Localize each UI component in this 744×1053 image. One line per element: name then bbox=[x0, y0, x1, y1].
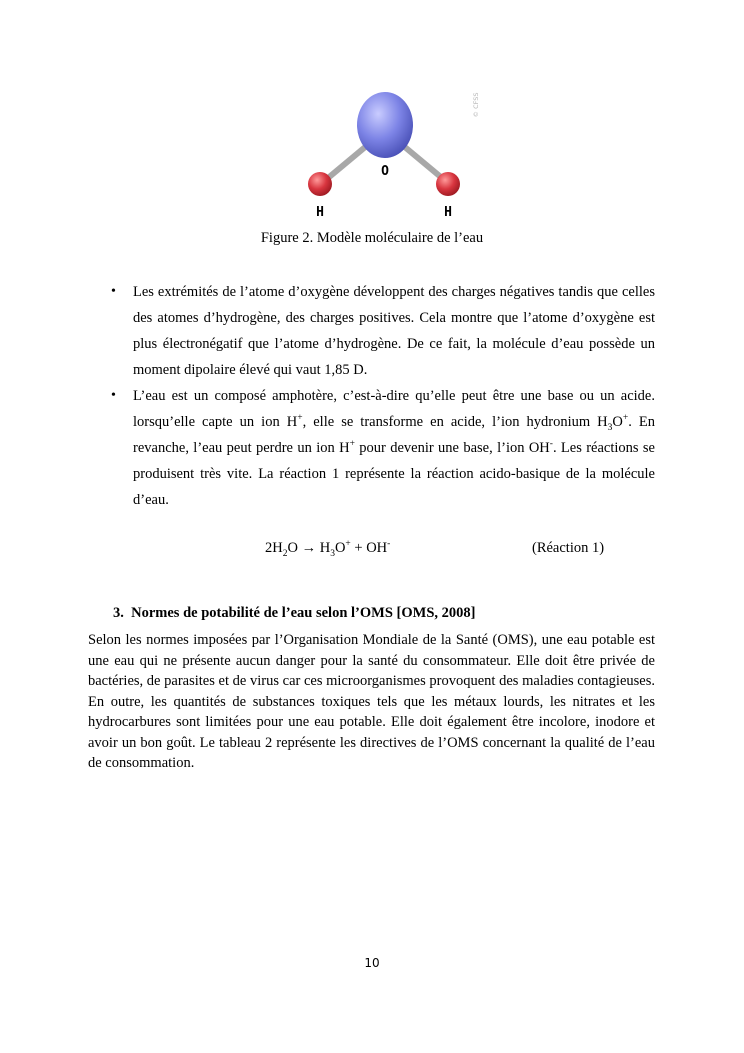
reaction-label: (Réaction 1) bbox=[532, 540, 605, 556]
copyright-watermark: © CFSS bbox=[472, 92, 480, 118]
oxygen-label: O bbox=[381, 164, 389, 179]
section-title: Normes de potabilité de l’eau selon l’OMS [OMS, 2008] bbox=[131, 605, 476, 621]
section-heading bbox=[113, 605, 475, 622]
bullet-marker: • bbox=[111, 284, 116, 299]
bullet-item-amphoteric: L’eau est un composé amphotère, c’est-à-dire qu’elle peut être une base ou un acide. lorsqu’elle capte un ion H+, elle se transforme en acide, l’ion hydronium $H_3O^+$. En revanche, l’eau peut perdre un ion H+ pour devenir une base, l’ion OH-. Les réactions se produisent très vite. La réaction 1 représente la réaction acido-basique de la molécule d’eau. bbox=[133, 388, 655, 508]
oxygen-atom bbox=[357, 92, 413, 158]
bullet-marker: • bbox=[111, 388, 116, 403]
hydrogen-atom-left bbox=[308, 172, 332, 196]
page-number: 10 bbox=[364, 956, 380, 970]
hydrogen-label-left: H bbox=[316, 205, 324, 220]
bullet-item-dipole: Les extrémités de l’atome d’oxygène développent des charges négatives tandis que celles des atomes d’hydrogène, des charges positives. Cela montre que l’atome d’oxygène est plus électronégatif que l’atome d’hydrogène. De ce fait, la molécule d’eau possède un moment dipolaire élevé qui vaut 1,85 D. bbox=[133, 284, 655, 378]
hydrogen-atom-right bbox=[436, 172, 460, 196]
figure-caption: Figure 2. Modèle moléculaire de l’eau bbox=[260, 230, 484, 246]
water-molecule-illustration bbox=[300, 85, 480, 220]
section-paragraph: Selon les normes imposées par l’Organisation Mondiale de la Santé (OMS), une eau potable est une eau qui ne présente aucun danger pour la santé du consommateur. Elle doit être privée de bactéries, de parasites et de virus car ces microorganismes provoquent des maladies contagieuses. En outre, les quantités de substances toxiques tels que les métaux lourds, les nitrates et les hydrocarbures sont limitées pour une eau potable. Elle doit également être incolore, inodore et avoir un bon goût. Le tableau 2 représente les directives de l’OMS concernant la qualité de l’eau de consommation. bbox=[88, 632, 655, 771]
reaction-equation: $2H_2O \to H_3O^+ + OH^-$ bbox=[265, 539, 391, 559]
hydrogen-label-right: H bbox=[444, 205, 452, 220]
section-number: 3. bbox=[113, 605, 124, 621]
